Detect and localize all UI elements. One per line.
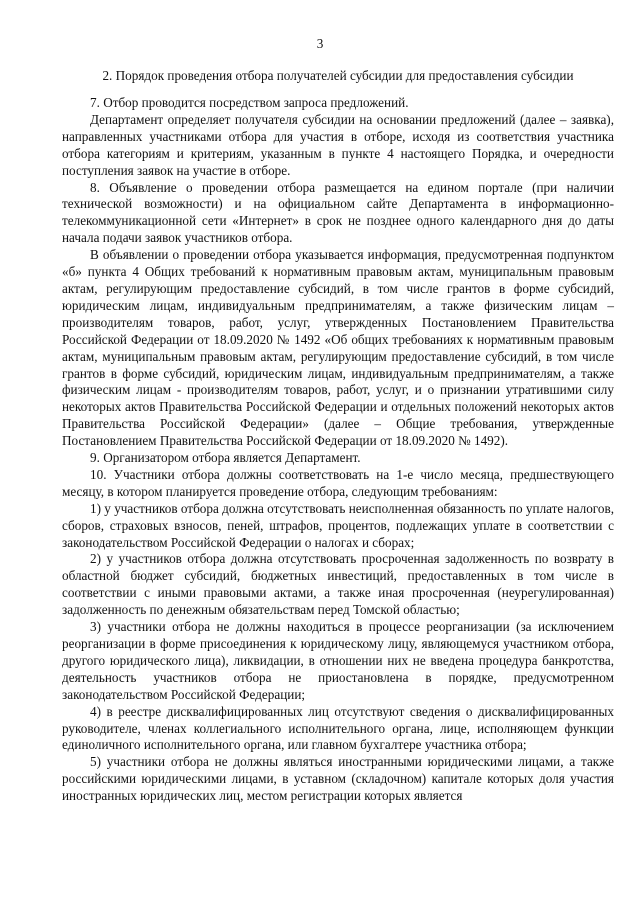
paragraph: 5) участники отбора не должны являться иностранными юридическими лицами, а также российскими юридическими лицами, в уставном (складочном) капитале которых доля участия иностранных юридических лиц, местом регистрации которых является xyxy=(62,754,614,804)
paragraph: 8. Объявление о проведении отбора размещается на едином портале (при наличии технической возможности) и на официальном сайте Департамента в информационно-телекоммуникационной сети «Интернет» в срок не позднее одного календарного дня до даты начала подачи заявок участников отбора. xyxy=(62,179,614,246)
document-body xyxy=(62,95,614,805)
paragraph: 10. Участники отбора должны соответствовать на 1-е число месяца, предшествующего месяцу, в котором планируется проведение отбора, следующим требованиям: xyxy=(62,466,614,499)
paragraph: 1) у участников отбора должна отсутствовать неисполненная обязанность по уплате налогов, сборов, страховых взносов, пеней, штрафов, процентов, подлежащих уплате в соответствии с законодательством Российской Федерации о налогах и сборах; xyxy=(62,500,614,550)
paragraph: Департамент определяет получателя субсидии на основании предложений (далее – заявка), направленных участниками отбора для участия в отборе, исходя из соответствия участника отбора категориям и критериям, указанным в пункте 4 настоящего Порядка, и очередности поступления заявок на участие в отборе. xyxy=(62,111,614,178)
paragraph: 3) участники отбора не должны находиться в процессе реорганизации (за исключением реорганизации в форме присоединения к юридическому лицу, являющемуся участником отбора, другого юридического лица), ликвидации, в отношении них не введена процедура банкротства, деятельность участников отбора не приостановлена в порядке, предусмотренном законодательством Российской Федерации; xyxy=(62,619,614,702)
paragraph: 2) у участников отбора должна отсутствовать просроченная задолженность по возврату в областной бюджет субсидий, бюджетных инвестиций, предоставленных в том числе в соответствии с иными правовыми актами, а также иная просроченная (неурегулированная) задолженность по денежным обязательствам перед Томской областью; xyxy=(62,551,614,618)
section-heading: 2. Порядок проведения отбора получателей субсидии для предоставления субсидии xyxy=(102,68,574,83)
paragraph: 4) в реестре дисквалифицированных лиц отсутствуют сведения о дисквалифицированных руководителе, членах коллегиального исполнительного органа, лице, исполняющем функции единоличного исполнительного органа, или главном бухгалтере участника отбора; xyxy=(62,703,614,753)
paragraph: В объявлении о проведении отбора указывается информация, предусмотренная подпунктом «б» пункта 4 Общих требований к нормативным правовым актам, муниципальным правовым актам, регулирующим предоставление субсидий, в том числе грантов в форме субсидий, юридическим лицам, индивидуальным предпринимателям, а также физическим лицам – производителям товаров, работ, услуг, утвержденных Постановлением Правительства Российской Федерации от 18.09.2020 № 1492 «Об общих требованиях к нормативным правовым актам, муниципальным правовым актам, регулирующим предоставление субсидий, в том числе грантов в форме субсидий, юридическим лицам, индивидуальным предпринимателям, а также физическим лицам - производителям товаров, работ, услуг, и о признании утратившими силу некоторых актов Правительства Российской Федерации и отдельных положений некоторых актов Правительства Российской Федерации» (далее – Общие требования, утвержденные Постановлением Правительства Российской Федерации от 18.09.2020 № 1492). xyxy=(62,247,614,449)
paragraph: 7. Отбор проводится посредством запроса предложений. xyxy=(90,95,409,110)
paragraph: 9. Организатором отбора является Департамент. xyxy=(90,450,361,466)
page-number: 3 xyxy=(316,36,324,51)
